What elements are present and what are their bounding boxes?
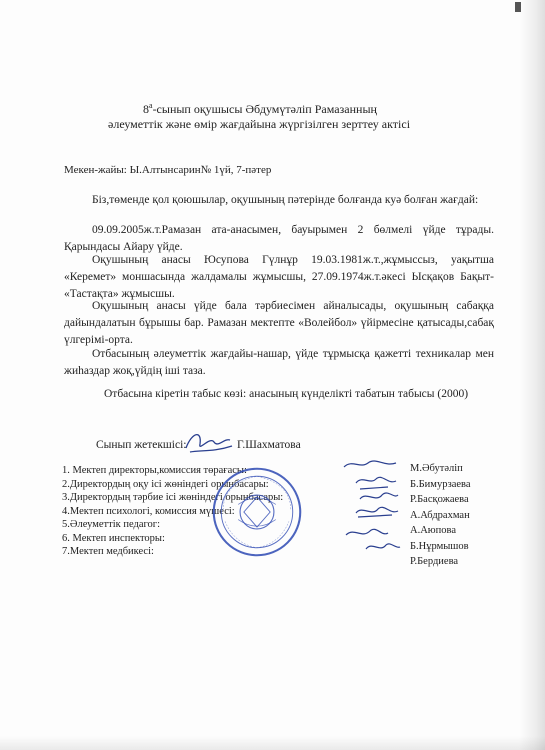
school-seal xyxy=(210,465,304,559)
title-line-2: әлеуметтік және өмір жағдайына жүргізілген зерттеу актісі xyxy=(108,117,411,131)
class-teacher-name: Г.Шахматова xyxy=(237,439,301,451)
page-bottom-shadow xyxy=(0,736,545,750)
paragraph-family: 09.09.2005ж.т.Рамазан ата-анасымен, бауырымен 2 бөлмелі үйде тұрады. Қарындасы Айару үйде. xyxy=(64,224,494,253)
commission-name: Р.Бердиева xyxy=(410,556,459,567)
title-line-1: $8^а$-сынып оқушысы Әбдумүтәліп Рамазанның xyxy=(143,101,377,116)
page-edge-shadow xyxy=(519,0,545,750)
commission-role: 3.Директордың тәрбие ісі жөніндегі орынбасары: xyxy=(62,492,284,503)
commission-role: 1. Мектеп директоры,комиссия төрағасы: xyxy=(62,465,247,476)
commission-role: 6. Мектеп инспекторы: xyxy=(62,532,165,544)
income-line: Отбасына кіретін табыс көзі: анасының күнделікті табатын табысы (2000) xyxy=(104,388,469,400)
commission-name: А.Абдрахман xyxy=(410,509,470,521)
corner-mark xyxy=(515,2,521,12)
paragraph-parents: Оқушының анасы Юсупова Гүлнұр 19.03.1981ж.т.,жұмыссыз, уақытша «Керемет» моншасында жалдамалы жұмысшы, 27.09.1974ж.т.әкесі Ысқақов Бақыт- «Тастақта» жұмысшы. xyxy=(64,254,494,300)
commission-name: М.Әбутәліп xyxy=(410,463,463,474)
commission-role: 2.Директордың оқу ісі жөніндегі орынбасары: xyxy=(62,478,269,490)
commission-role: 5.Әлеуметтік педагог: xyxy=(62,519,160,530)
commission-name: Б.Нұрмышов xyxy=(410,540,469,552)
paragraph-study: Оқушының анасы үйде бала тәрбиесімен айналысады, оқушының сабаққа дайындалатын бұрышы бар. Рамазан мектепте «Волейбол» үйірмесіне қатысады,сабақ үлгерімі-орта. xyxy=(64,300,494,346)
teacher-signature xyxy=(180,428,238,456)
commission-name: Р.Басқожаева xyxy=(410,494,469,505)
paragraph-intro: Біз,төменде қол қоюшылар, оқушының пәтерінде болғанда куә болған жағдай: xyxy=(92,194,479,206)
paragraph-social: Отбасының әлеуметтік жағдайы-нашар, үйде тұрмысқа қажетті техникалар мен жиһаздар жоқ,үйдің іші таза. xyxy=(64,348,494,377)
commission-signatures xyxy=(326,455,406,575)
address: Мекен-жайы: Ы.Алтынсарин№ 1үй, 7-пәтер xyxy=(64,164,272,176)
commission-name: А.Аюпова xyxy=(410,525,456,536)
class-teacher-label: Сынып жетекшісі: xyxy=(96,439,187,451)
commission-name: Б.Бимурзаева xyxy=(410,478,471,490)
commission-role: 4.Мектеп психологі, комиссия мүшесі: xyxy=(62,505,235,517)
commission-role: 7.Мектеп медбикесі: xyxy=(62,546,154,557)
commission-names xyxy=(410,461,471,570)
